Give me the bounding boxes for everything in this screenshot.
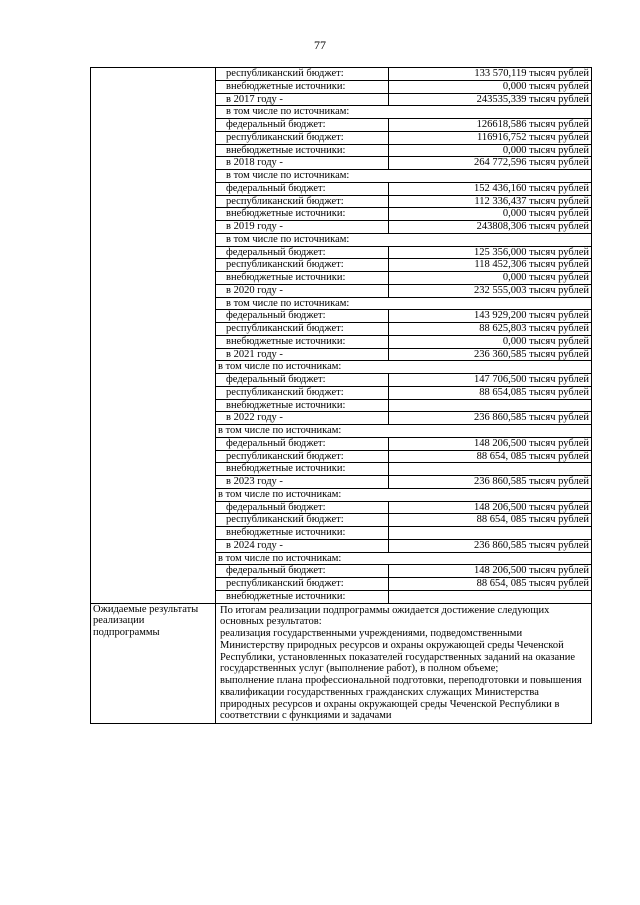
results-paragraph: выполнение плана профессиональной подготовки, переподготовки и повышения квалификации государственных гражданских служащих Министерства природных ресурсов и охраны окружающей среды Чеченской Республики в соответствии с функциями и задачами xyxy=(220,675,582,722)
funding-value: 148 206,500 тысяч рублей xyxy=(389,565,592,578)
funding-value: 0,000 тысяч рублей xyxy=(389,335,592,348)
funding-value: 264 772,596 тысяч рублей xyxy=(389,157,592,170)
source-header: в том числе по источникам: xyxy=(216,425,592,438)
funding-value: 243808,306 тысяч рублей xyxy=(389,221,592,234)
funding-value: 88 625,803 тысяч рублей xyxy=(389,323,592,336)
source-header: в том числе по источникам: xyxy=(216,106,592,119)
funding-label: федеральный бюджет: xyxy=(216,119,389,132)
funding-label: внебюджетные источники: xyxy=(216,399,389,412)
funding-value xyxy=(389,399,592,412)
source-header: в том числе по источникам: xyxy=(216,170,592,183)
funding-value: 126618,586 тысяч рублей xyxy=(389,119,592,132)
funding-label: в 2019 году - xyxy=(216,221,389,234)
funding-label: республиканский бюджет: xyxy=(216,450,389,463)
results-section xyxy=(91,603,592,724)
funding-label: республиканский бюджет: xyxy=(216,578,389,591)
source-header: в том числе по источникам: xyxy=(216,488,592,501)
funding-label: внебюджетные источники: xyxy=(216,463,389,476)
funding-label: федеральный бюджет: xyxy=(216,374,389,387)
funding-value: 0,000 тысяч рублей xyxy=(389,272,592,285)
funding-label: республиканский бюджет: xyxy=(216,259,389,272)
funding-label: внебюджетные источники: xyxy=(216,80,389,93)
funding-label: республиканский бюджет: xyxy=(216,131,389,144)
funding-value: 0,000 тысяч рублей xyxy=(389,144,592,157)
funding-label: федеральный бюджет: xyxy=(216,501,389,514)
funding-value: 143 929,200 тысяч рублей xyxy=(389,310,592,323)
results-paragraph: реализация государственными учреждениями, подведомственными Министерству природных ресурсов и охраны окружающей среды Чеченской Республики, установленных показателей государственных заданий на оказание государственных услуг (выполнение работ), в полном объеме; xyxy=(220,628,576,675)
funding-value: 88 654, 085 тысяч рублей xyxy=(389,514,592,527)
funding-label: федеральный бюджет: xyxy=(216,437,389,450)
funding-label: федеральный бюджет: xyxy=(216,182,389,195)
funding-value: 88 654, 085 тысяч рублей xyxy=(389,450,592,463)
funding-label: внебюджетные источники: xyxy=(216,527,389,540)
funding-row xyxy=(91,68,592,81)
funding-label: внебюджетные источники: xyxy=(216,144,389,157)
funding-label: республиканский бюджет: xyxy=(216,68,389,81)
funding-label: федеральный бюджет: xyxy=(216,310,389,323)
funding-label: в 2024 году - xyxy=(216,539,389,552)
funding-section xyxy=(91,68,592,604)
funding-value: 152 436,160 тысяч рублей xyxy=(389,182,592,195)
funding-value: 88 654, 085 тысяч рублей xyxy=(389,578,592,591)
results-label: Ожидаемые результаты реализации подпрограммы xyxy=(91,603,216,724)
funding-label: в 2018 году - xyxy=(216,157,389,170)
source-header: в том числе по источникам: xyxy=(216,233,592,246)
funding-label: республиканский бюджет: xyxy=(216,514,389,527)
funding-value: 148 206,500 тысяч рублей xyxy=(389,501,592,514)
funding-value: 88 654,085 тысяч рублей xyxy=(389,386,592,399)
funding-value xyxy=(389,463,592,476)
funding-label: федеральный бюджет: xyxy=(216,565,389,578)
funding-value: 112 336,437 тысяч рублей xyxy=(389,195,592,208)
funding-value: 236 860,585 тысяч рублей xyxy=(389,539,592,552)
funding-label: внебюджетные источники: xyxy=(216,272,389,285)
funding-label: в 2022 году - xyxy=(216,412,389,425)
funding-label: внебюджетные источники: xyxy=(216,335,389,348)
funding-label: внебюджетные источники: xyxy=(216,208,389,221)
funding-left-cell xyxy=(91,68,216,604)
source-header: в том числе по источникам: xyxy=(216,361,592,374)
funding-value: 0,000 тысяч рублей xyxy=(389,208,592,221)
funding-label: в 2020 году - xyxy=(216,284,389,297)
results-paragraph: По итогам реализации подпрограммы ожидается достижение следующих основных результатов: xyxy=(220,604,550,628)
results-row xyxy=(91,603,592,724)
funding-value xyxy=(389,527,592,540)
funding-value: 116916,752 тысяч рублей xyxy=(389,131,592,144)
funding-label: федеральный бюджет: xyxy=(216,246,389,259)
funding-value: 0,000 тысяч рублей xyxy=(389,80,592,93)
results-text xyxy=(216,603,592,724)
funding-value: 125 356,000 тысяч рублей xyxy=(389,246,592,259)
funding-value: 243535,339 тысяч рублей xyxy=(389,93,592,106)
source-header: в том числе по источникам: xyxy=(216,297,592,310)
funding-label: в 2023 году - xyxy=(216,476,389,489)
funding-value: 232 555,003 тысяч рублей xyxy=(389,284,592,297)
funding-label: республиканский бюджет: xyxy=(216,195,389,208)
page-number: 77 xyxy=(314,38,326,52)
funding-value: 236 860,585 тысяч рублей xyxy=(389,476,592,489)
funding-label: в 2017 году - xyxy=(216,93,389,106)
funding-value: 147 706,500 тысяч рублей xyxy=(389,374,592,387)
funding-label: внебюджетные источники: xyxy=(216,590,389,603)
source-header: в том числе по источникам: xyxy=(216,552,592,565)
funding-label: республиканский бюджет: xyxy=(216,323,389,336)
funding-value: 118 452,306 тысяч рублей xyxy=(389,259,592,272)
funding-value xyxy=(389,590,592,603)
funding-value: 236 360,585 тысяч рублей xyxy=(389,348,592,361)
funding-label: республиканский бюджет: xyxy=(216,386,389,399)
funding-value: 148 206,500 тысяч рублей xyxy=(389,437,592,450)
funding-value: 236 860,585 тысяч рублей xyxy=(389,412,592,425)
passport-table xyxy=(90,67,592,724)
funding-label: в 2021 году - xyxy=(216,348,389,361)
funding-value: 133 570,119 тысяч рублей xyxy=(389,68,592,81)
